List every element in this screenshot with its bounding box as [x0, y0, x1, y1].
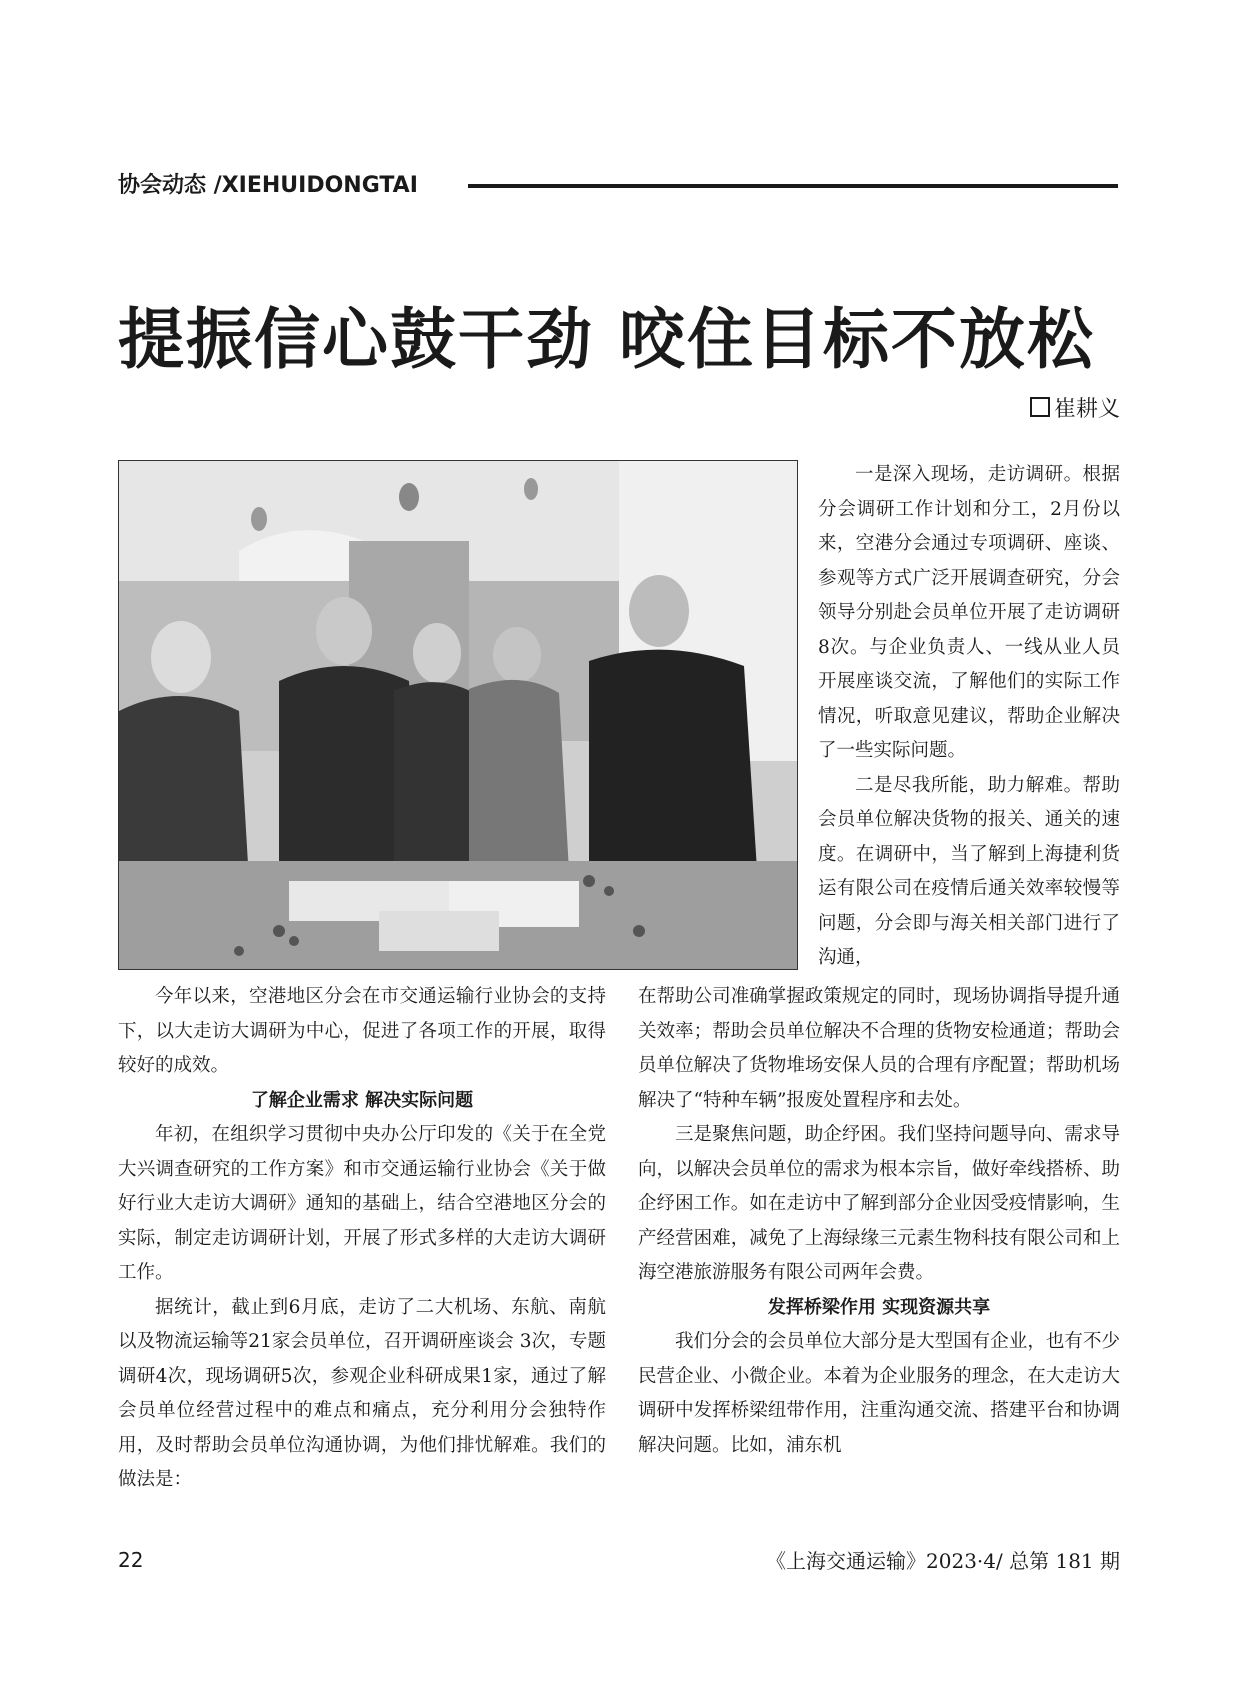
paragraph: 今年以来，空港地区分会在市交通运输行业协会的支持下，以大走访大调研为中心，促进了各项工作的开展，取得较好的成效。 — [118, 986, 606, 1076]
paragraph: 据统计，截止到6月底，走访了二大机场、东航、南航以及物流运输等21家会员单位，召开调研座谈会 3次，专题调研4次，现场调研5次，参观企业科研成果1家，通过了解会员单位经营过程中的难点和痛点，充分利用分会独特作用，及时帮助会员单位沟通协调，为他们排忧解难。我们的做法是： — [118, 1296, 606, 1490]
author-name: 崔耕义 — [1053, 397, 1120, 422]
header-rule — [468, 184, 1118, 188]
page-number: 22 — [118, 1548, 144, 1572]
paragraph: 二是尽我所能，助力解难。帮助会员单位解决货物的报关、通关的速度。在调研中，当了解到上海捷利货运有限公司在疫情后通关效率较慢等问题，分会即与海关相关部门进行了沟通， — [818, 774, 1120, 968]
byline-box-icon — [1030, 397, 1050, 417]
paragraph: 一是深入现场，走访调研。根据分会调研工作计划和分工，2月份以来，空港分会通过专项调研、座谈、参观等方式广泛开展调查研究，分会领导分别赴会员单位开展了走访调研8次。与企业负责人、一线从业人员开展座谈交流，了解他们的实际工作情况，听取意见建议，帮助企业解决了一些实际问题。 — [818, 464, 1120, 761]
paragraph: 在帮助公司准确掌握政策规定的同时，现场协调指导提升通关效率；帮助会员单位解决不合理的货物安检通道；帮助会员单位解决了货物堆场安保人员的合理有序配置；帮助机场解决了“特种车辆”报废处置程序和去处。 — [638, 986, 1120, 1111]
paragraph: 三是聚焦问题，助企纾困。我们坚持问题导向、需求导向，以解决会员单位的需求为根本宗旨，做好牵线搭桥、助企纾困工作。如在走访中了解到部分企业因受疫情影响，生产经营困难，减免了上海绿缘三元素生物科技有限公司和上海空港旅游服务有限公司两年会费。 — [638, 1124, 1120, 1283]
byline — [1030, 396, 1120, 424]
journal-info: 《上海交通运输》2023·4/ 总第 181 期 — [766, 1549, 1120, 1573]
paragraph: 年初，在组织学习贯彻中央办公厅印发的《关于在全党大兴调查研究的工作方案》和市交通运输行业协会《关于做好行业大走访大调研》通知的基础上，结合空港地区分会的实际，制定走访调研计划，开展了形式多样的大走访大调研工作。 — [118, 1124, 606, 1283]
column-left — [118, 980, 606, 1498]
article-photo — [118, 460, 798, 970]
article-title: 提振信心鼓干劲 咬住目标不放松 — [118, 301, 1095, 378]
paragraph: 我们分会的会员单位大部分是大型国有企业，也有不少民营企业、小微企业。本着为企业服务的理念，在大走访大调研中发挥桥梁纽带作用，注重沟通交流、搭建平台和协调解决问题。比如，浦东机 — [638, 1331, 1120, 1456]
column-right-top — [818, 458, 1120, 976]
subheading: 了解企业需求 解决实际问题 — [250, 1089, 474, 1111]
column-right — [638, 980, 1120, 1463]
subheading: 发挥桥梁作用 实现资源共享 — [767, 1296, 991, 1318]
section-header — [118, 168, 1118, 204]
section-label: 协会动态 /XIEHUIDONGTAI — [118, 173, 418, 198]
